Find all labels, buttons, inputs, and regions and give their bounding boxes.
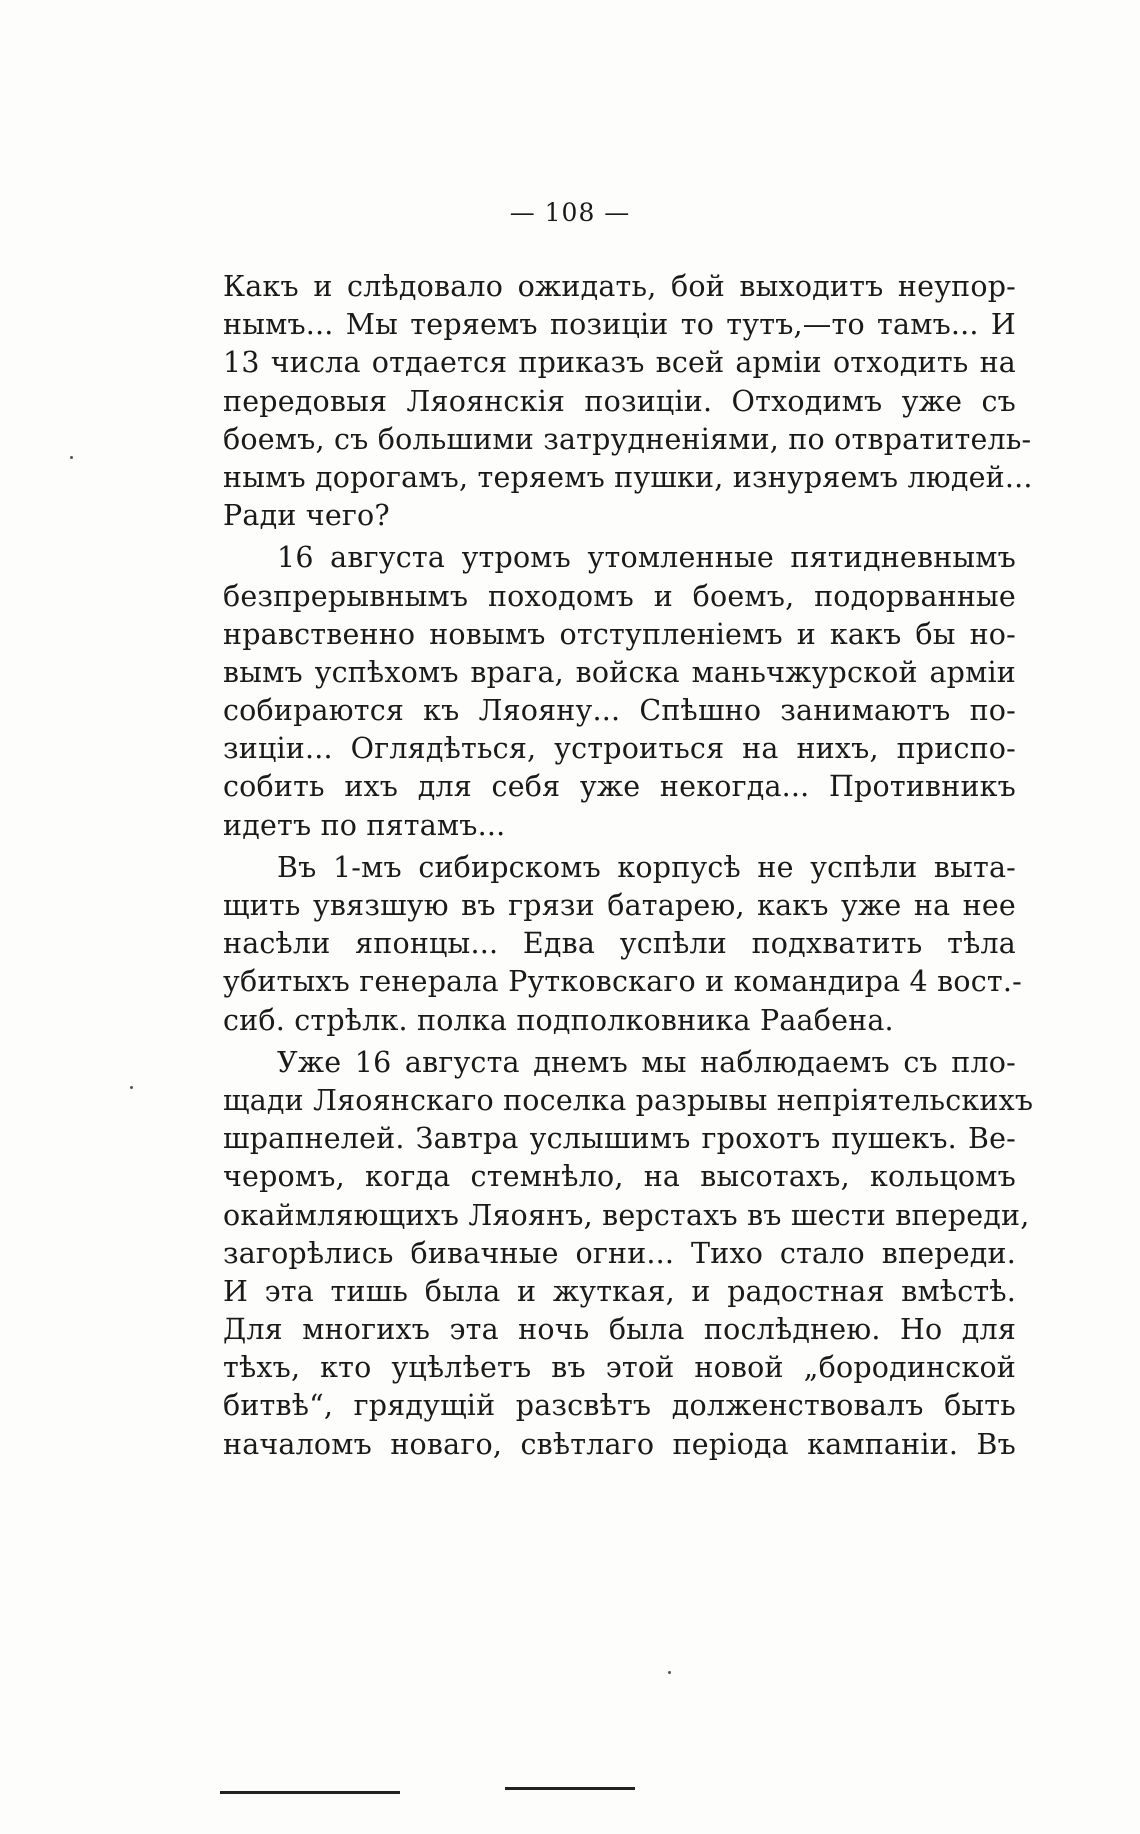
text-line: боемъ, съ большими затрудненіями, по отвратитель- <box>223 422 1032 456</box>
scan-speck <box>70 456 73 459</box>
text-line: 13 числа отдается приказъ всей арміи отходить на <box>223 346 1016 380</box>
text-line: щади Ляоянскаго поселка разрывы непріятельскихъ <box>223 1083 1034 1117</box>
text-line: Въ 1-мъ сибирскомъ корпусѣ не успѣли выта- <box>277 850 1016 884</box>
text-line: насѣли японцы... Едва успѣли подхватить тѣла <box>223 927 1016 961</box>
scan-speck <box>130 1086 133 1089</box>
text-line: безпрерывнымъ походомъ и боемъ, подорванные <box>223 579 1016 613</box>
text-line: нымъ... Мы теряемъ позиціи то тутъ,—то тамъ... И <box>223 308 1016 342</box>
footer-rule-left <box>220 1791 400 1794</box>
footer-rule-right <box>505 1787 635 1790</box>
text-line: убитыхъ генерала Рутковскаго и командира 4 вост.- <box>223 965 1022 999</box>
text-line: битвѣ“, грядущій разсвѣтъ долженствовалъ быть <box>223 1389 1016 1423</box>
text-line: собить ихъ для себя уже некогда... Противникъ <box>223 770 1016 804</box>
text-line: передовыя Ляоянскія позиціи. Отходимъ уже съ <box>223 384 1016 418</box>
body-text <box>223 268 1034 1468</box>
text-line: тѣхъ, кто уцѣлѣетъ въ этой новой „бородинской <box>223 1351 1016 1385</box>
text-line: окаймляющихъ Ляоянъ, верстахъ въ шести впереди, <box>223 1198 1030 1232</box>
text-line: щить увязшую въ грязи батарею, какъ уже на нее <box>223 889 1016 922</box>
text-line: зиціи... Оглядѣться, устроиться на нихъ, приспо- <box>223 732 1016 766</box>
text-line: черомъ, когда стемнѣло, на высотахъ, кольцомъ <box>223 1160 1016 1194</box>
text-line: шрапнелей. Завтра услышимъ грохотъ пушекъ. Ве- <box>223 1122 1016 1156</box>
text-line: Ради чего? <box>223 499 390 533</box>
paragraph <box>223 268 1033 535</box>
page-number: — 108 — <box>509 198 631 227</box>
text-line: загорѣлись бивачные огни... Тихо стало впереди. <box>223 1236 1016 1270</box>
paragraph <box>223 1044 1034 1464</box>
text-line: идетъ по пятамъ... <box>223 808 506 842</box>
text-line: сиб. стрѣлк. полка подполковника Раабена. <box>223 1003 894 1037</box>
text-line: Уже 16 августа днемъ мы наблюдаемъ съ пло- <box>277 1045 1016 1079</box>
text-line: началомъ новаго, свѣтлаго періода кампаніи. Въ <box>223 1427 1016 1461</box>
text-line: собираются къ Ляояну... Спѣшно занимаютъ по- <box>223 694 1016 728</box>
text-line: вымъ успѣхомъ врага, войска маньчжурской арміи <box>223 655 1016 689</box>
text-line: Какъ и слѣдовало ожидать, бой выходитъ неупор- <box>223 270 1016 303</box>
text-line: Для многихъ эта ночь была послѣднею. Но для <box>223 1313 1016 1347</box>
text-line: 16 августа утромъ утомленные пятидневнымъ <box>277 541 1016 575</box>
paragraph <box>223 849 1022 1040</box>
scan-speck <box>668 1671 671 1674</box>
text-line: нымъ дорогамъ, теряемъ пушки, изнуряемъ людей... <box>223 460 1033 494</box>
paragraph <box>223 539 1016 845</box>
text-line: И эта тишь была и жуткая, и радостная вмѣстѣ. <box>223 1274 1016 1308</box>
text-line: нравственно новымъ отступленіемъ и какъ бы но- <box>223 617 1016 651</box>
